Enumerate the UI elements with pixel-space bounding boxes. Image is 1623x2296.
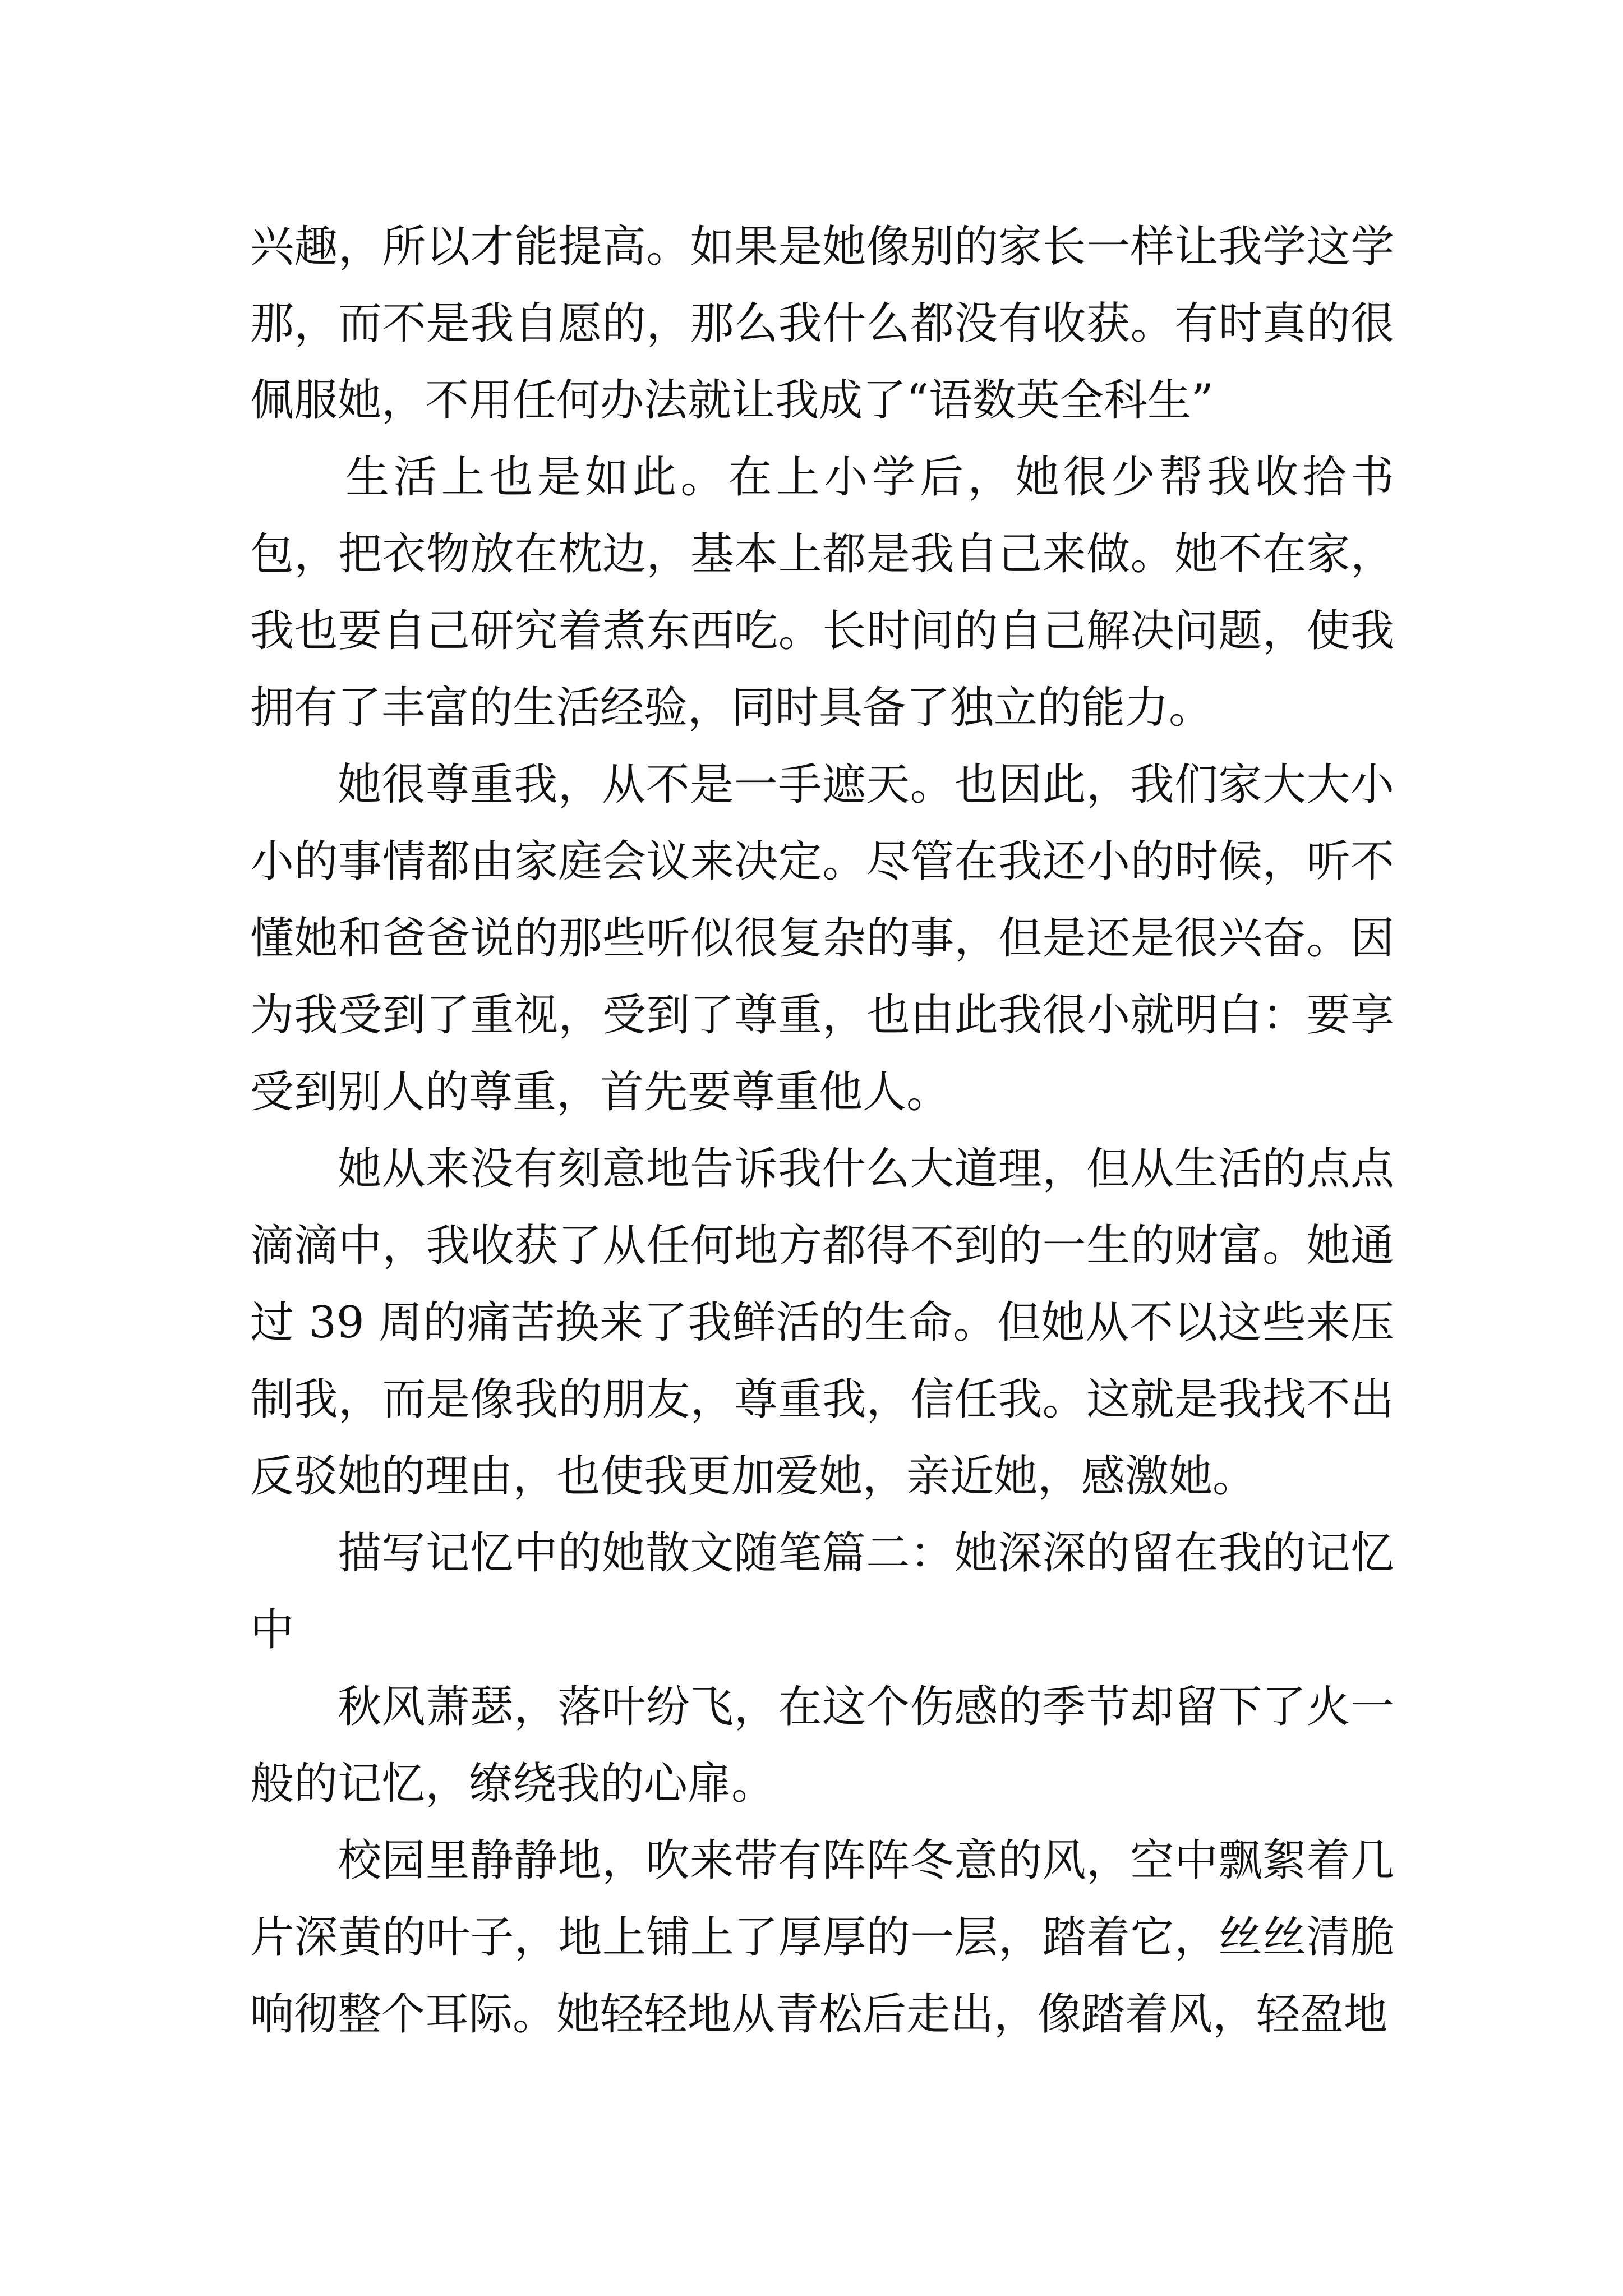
paragraph-continuation: 兴趣，所以才能提高。如果是她像别的家长一样让我学这学那，而不是我自愿的，那么我什么都没有收获。有时真的很佩服她，不用任何办法就让我成了“语数英全科生”: [250, 222, 1394, 426]
document-body: [250, 209, 1394, 2053]
paragraph-campus: 校园里静静地，吹来带有阵阵冬意的风，空中飘絮着几片深黄的叶子，地上铺上了厚厚的一层，踏着它，丝丝清脆响彻整个耳际。她轻轻地从青松后走出，像踏着风，轻盈地: [250, 1835, 1394, 2040]
paragraph-autumn: 秋风萧瑟，落叶纷飞，在这个伤感的季节却留下了火一般的记忆，缭绕我的心扉。: [250, 1682, 1394, 1809]
paragraph-life-lessons: 她从来没有刻意地告诉我什么大道理，但从生活的点点滴滴中，我收获了从任何地方都得不到的一生的财富。她通过 39 周的痛苦换来了我鲜活的生命。但她从不以这些来压制我，而是像我的朋友，尊重我，信任我。这就是我找不出反驳她的理由，也使我更加爱她，亲近她，感激她。: [250, 1144, 1394, 1502]
section-heading: 描写记忆中的她散文随笔篇二：她深深的留在我的记忆中: [250, 1528, 1394, 1655]
paragraph-daily-life: 生活上也是如此。在上小学后，她很少帮我收拾书包，把衣物放在枕边，基本上都是我自己来做。她不在家，我也要自己研究着煮东西吃。长时间的自己解决问题，使我拥有了丰富的生活经验，同时具备了独立的能力。: [250, 452, 1394, 733]
paragraph-respect: 她很尊重我，从不是一手遮天。也因此，我们家大大小小的事情都由家庭会议来决定。尽管在我还小的时候，听不懂她和爸爸说的那些听似很复杂的事，但是还是很兴奋。因为我受到了重视，受到了尊重，也由此我很小就明白：要享受到别人的尊重，首先要尊重他人。: [250, 760, 1394, 1117]
